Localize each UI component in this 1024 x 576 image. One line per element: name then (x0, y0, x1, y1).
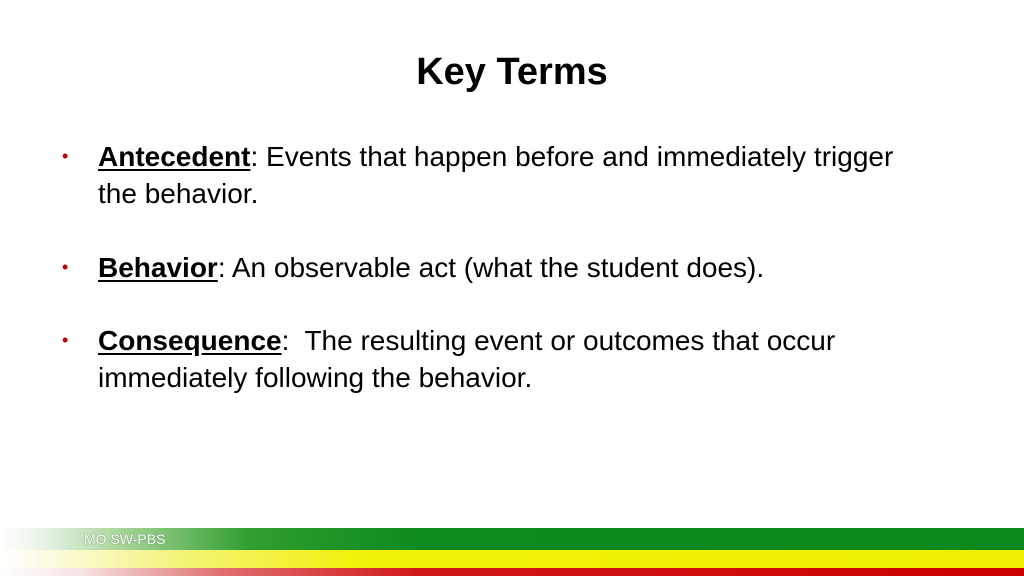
bullet-icon: • (62, 257, 69, 277)
footer-red-band (0, 568, 1024, 576)
term-name: Consequence (98, 325, 282, 356)
term-text (98, 138, 928, 212)
term-text (98, 249, 928, 286)
term-name: Antecedent (98, 141, 251, 172)
term-separator: : (250, 141, 259, 172)
term-separator: : (217, 252, 226, 283)
slide-title: Key Terms (416, 51, 608, 93)
term-text (98, 322, 928, 396)
footer-banner (0, 526, 1024, 576)
bullet-icon: • (62, 146, 69, 166)
footer-yellow-band (0, 550, 1024, 568)
term-name: Behavior (98, 252, 218, 283)
footer-label: MO SW-PBS (84, 531, 166, 547)
bullet-icon: • (62, 330, 69, 350)
term-definition: Events that happen before and immediately trigger the behavior. (98, 141, 894, 209)
term-separator: : (281, 325, 290, 356)
term-definition: The resulting event or outcomes that occur immediately following the behavior. (98, 325, 843, 393)
term-definition: An observable act (what the student does). (225, 252, 765, 283)
